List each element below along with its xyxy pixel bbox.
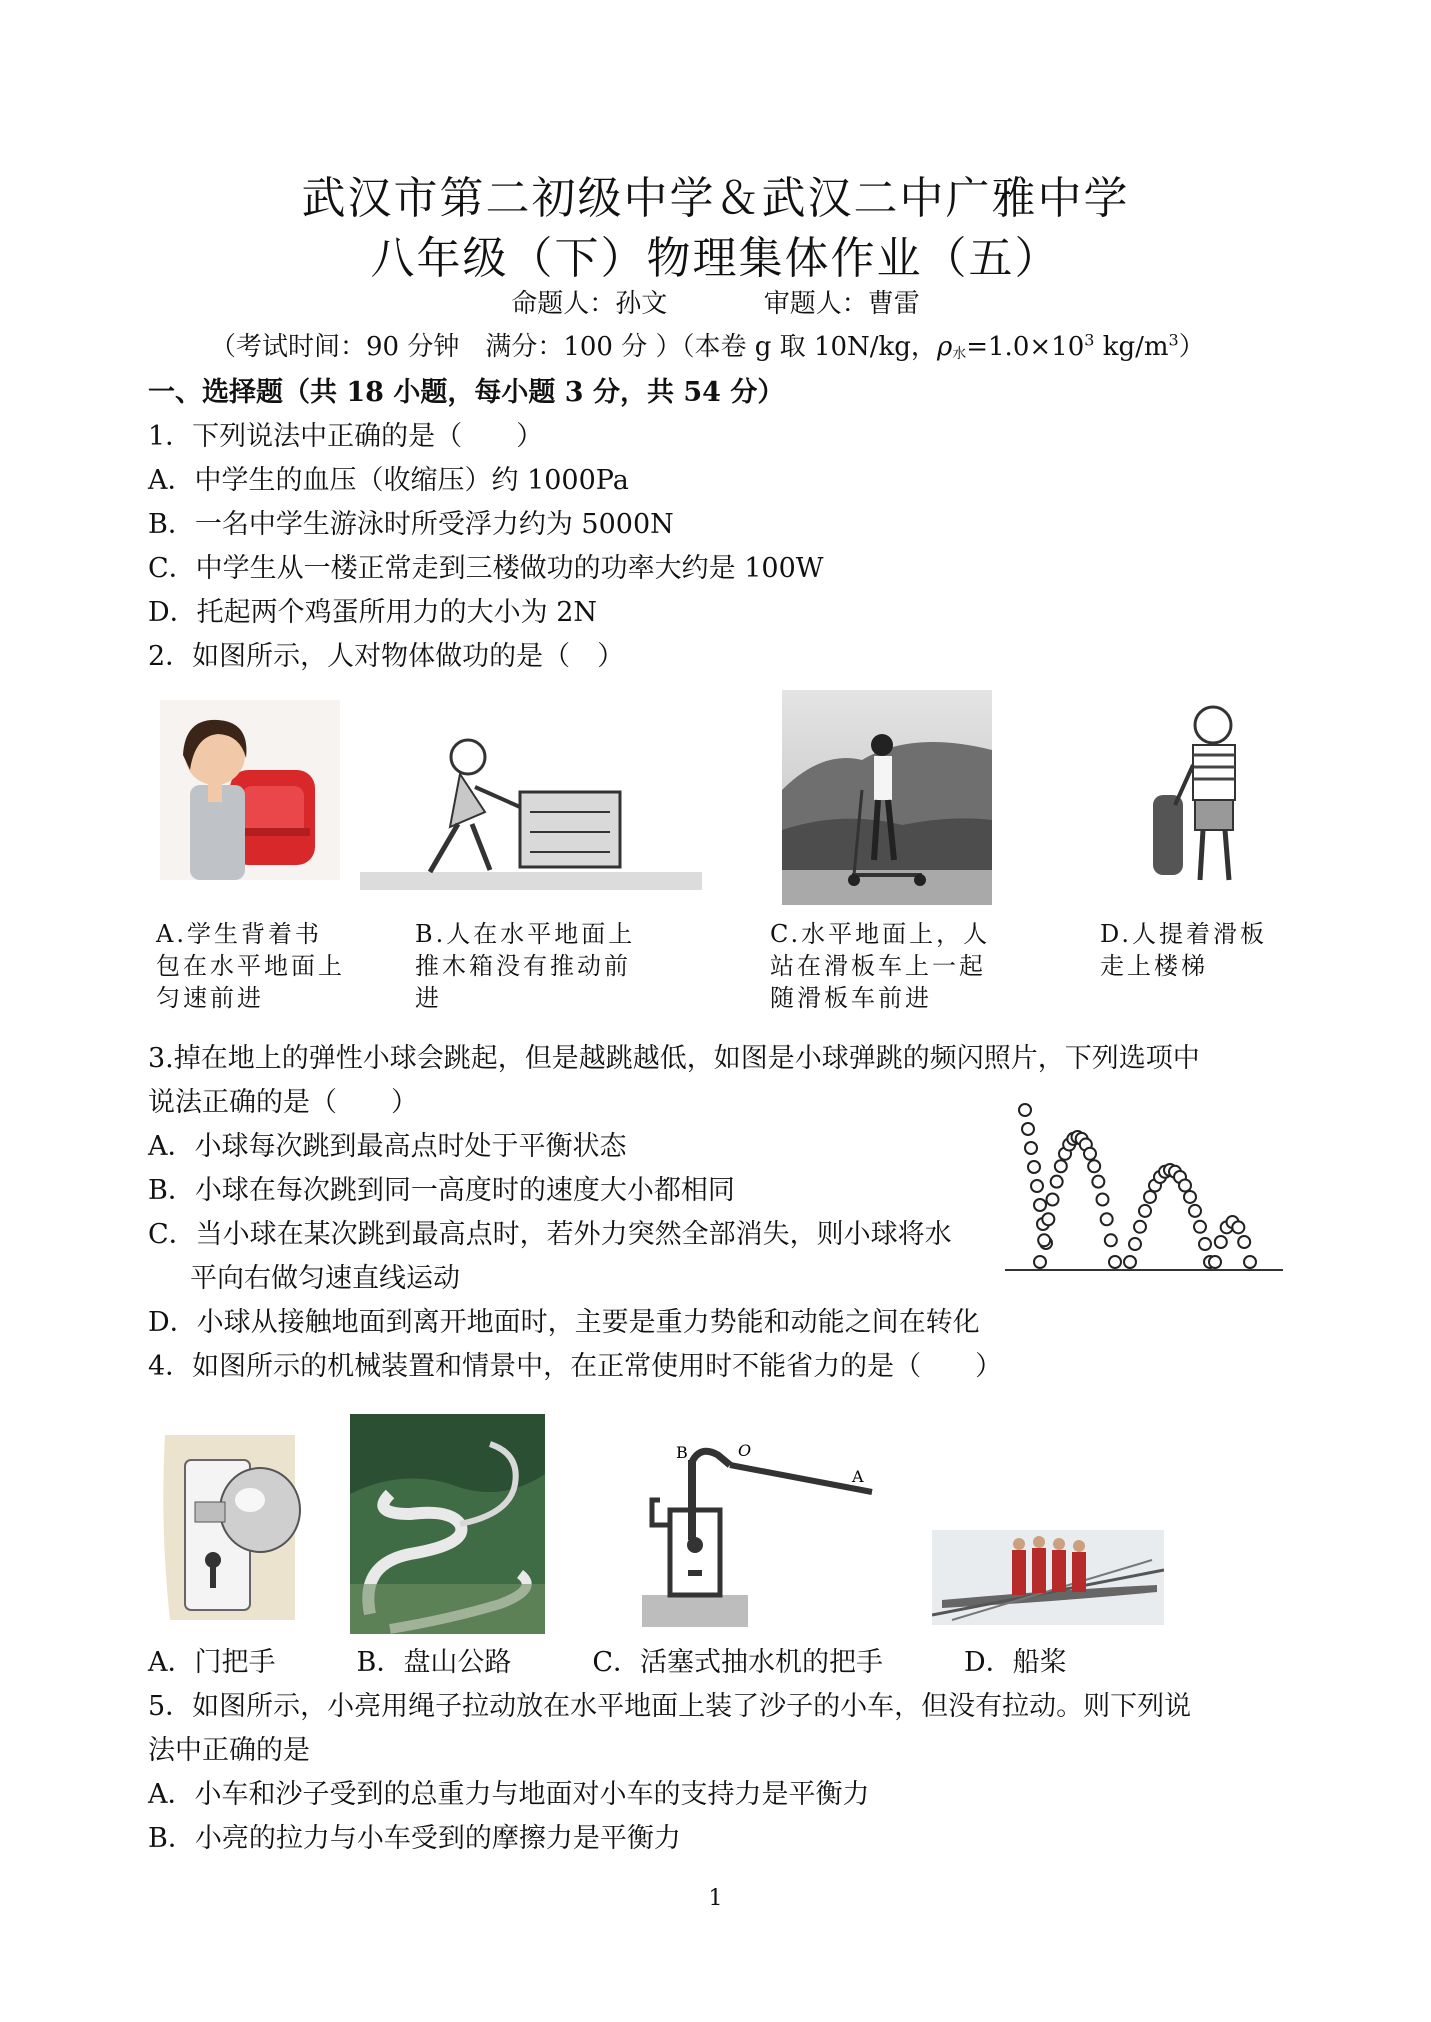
q3-option-c: C．当小球在某次跳到最高点时，若外力突然全部消失，则小球将水 [148, 1219, 952, 1250]
man-with-skateboard-image [1145, 695, 1265, 900]
page-subtitle: 八年级（下）物理集体作业（五） [370, 233, 1061, 284]
piston-pump-diagram [640, 1440, 880, 1635]
ball-flash [1232, 1221, 1244, 1233]
ball-flash [1134, 1221, 1146, 1233]
ball-flash [1034, 1256, 1046, 1268]
ball-flash [1105, 1234, 1117, 1246]
ball-flash [1031, 1180, 1043, 1192]
boy-pushing-box-image [360, 712, 702, 892]
q3-option-a: A．小球每次跳到最高点时处于平衡状态 [148, 1131, 627, 1162]
scooter-photo-image [782, 690, 992, 905]
ball-flash [1244, 1256, 1256, 1268]
q3-option-c-cont: 平向右做匀速直线运动 [190, 1263, 460, 1294]
ball-flash [1101, 1213, 1113, 1225]
ball-flash [1189, 1205, 1201, 1217]
ball-flash [1042, 1213, 1054, 1225]
q5-option-b: B．小亮的拉力与小车受到的摩擦力是平衡力 [148, 1823, 681, 1854]
page-number: 1 [708, 1886, 723, 1911]
ball-flash [1047, 1194, 1059, 1206]
q1-option-c: C．中学生从一楼正常走到三楼做功的功率大约是 100W [148, 553, 824, 584]
ball-flash [1184, 1191, 1196, 1203]
ball-flash [1055, 1160, 1067, 1172]
rowing-boat-image [932, 1530, 1164, 1625]
q2-caption-d: D.人提着滑板走上楼梯 [1100, 920, 1268, 980]
q1-option-d: D．托起两个鸡蛋所用力的大小为 2N [148, 597, 598, 628]
q2-stem: 2．如图所示，人对物体做功的是（ ） [148, 641, 625, 672]
q3-stem-cont: 说法正确的是（ ） [148, 1087, 418, 1118]
ball-flash [1124, 1256, 1136, 1268]
ball-flash [1028, 1161, 1040, 1173]
door-knob-image [155, 1430, 305, 1625]
ball-flash [1129, 1238, 1141, 1250]
ball-flash [1109, 1256, 1121, 1268]
ball-flash [1199, 1238, 1211, 1250]
ball-flash [1215, 1236, 1227, 1248]
ball-flash [1051, 1176, 1063, 1188]
q3-option-d: D．小球从接触地面到离开地面时，主要是重力势能和动能之间在转化 [148, 1307, 980, 1338]
ball-flash [1034, 1199, 1046, 1211]
q1-option-b: B．一名中学生游泳时所受浮力约为 5000N [148, 509, 674, 540]
exam-info: （考试时间：90 分钟 满分：100 分 ）（本卷 g 取 10N/kg，ρ水$=1.0\times 10^3$ $kg/m^3$） [210, 330, 1205, 362]
q5-stem-cont: 法中正确的是 [148, 1735, 310, 1766]
section-heading: 一、选择题（共 18 小题，每小题 3 分，共 54 分） [148, 377, 785, 408]
q4-stem: 4．如图所示的机械装置和情景中，在正常使用时不能省力的是（ ） [148, 1351, 1003, 1382]
q3-stem: 3.掉在地上的弹性小球会跳起，但是越跳越低，如图是小球弹跳的频闪照片，下列选项中 [148, 1043, 1200, 1074]
q4-options: A．门把手 B．盘山公路 C．活塞式抽水机的把手 D．船桨 [148, 1647, 1067, 1678]
ball-flash [1097, 1194, 1109, 1206]
q5-option-a: A．小车和沙子受到的总重力与地面对小车的支持力是平衡力 [148, 1779, 870, 1810]
ball-flash [1025, 1142, 1037, 1154]
author: 命题人：孙文 [511, 289, 668, 319]
pump-label-b: B [676, 1443, 688, 1462]
pump-label-a: A [852, 1467, 864, 1486]
q5-stem: 5．如图所示，小亮用绳子拉动放在水平地面上装了沙子的小车，但没有拉动。则下列说 [148, 1691, 1192, 1722]
pump-label-o: O [738, 1441, 752, 1460]
q3-option-b: B．小球在每次跳到同一高度时的速度大小都相同 [148, 1175, 735, 1206]
ball-flash [1038, 1234, 1050, 1246]
ball-flash [1088, 1160, 1100, 1172]
ball-flash [1209, 1256, 1221, 1268]
ball-flash [1238, 1236, 1250, 1248]
q2-caption-b: B.人在水平地面上推木箱没有推动前进 [415, 920, 636, 1012]
ball-flash [1084, 1148, 1096, 1160]
ball-flash [1092, 1176, 1104, 1188]
ball-flash [1022, 1123, 1034, 1135]
ball-flash [1019, 1104, 1031, 1116]
mountain-road-image [350, 1414, 545, 1634]
authors-line [0, 283, 1431, 320]
q2-caption-a: A.学生背着书包在水平地面上匀速前进 [156, 920, 345, 1012]
ball-flash [1144, 1191, 1156, 1203]
q2-caption-c: C.水平地面上，人站在滑板车上一起随滑板车前进 [770, 920, 991, 1012]
q1-stem: 1．下列说法中正确的是（ ） [148, 421, 544, 452]
girl-backpack-image [160, 700, 340, 880]
q1-option-a: A．中学生的血压（收缩压）约 1000Pa [148, 465, 629, 496]
ball-flash [1194, 1221, 1206, 1233]
ball-flash [1139, 1205, 1151, 1217]
reviewer: 审题人：曹雷 [763, 289, 920, 319]
page-title: 武汉市第二初级中学＆武汉二中广雅中学 [301, 173, 1130, 224]
bouncing-ball-image [1005, 1100, 1285, 1280]
ball-flash [1179, 1180, 1191, 1192]
